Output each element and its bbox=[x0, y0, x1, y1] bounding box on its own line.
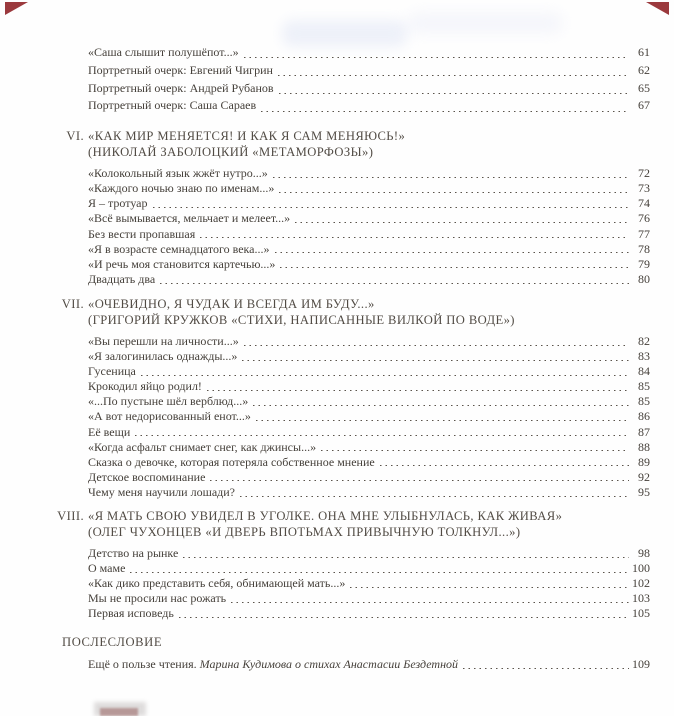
entry-title: Без вести пропавшая bbox=[88, 226, 196, 241]
toc-entry bbox=[88, 546, 650, 561]
dot-leader bbox=[253, 394, 629, 409]
entry-page-number: 86 bbox=[638, 409, 650, 424]
dot-leader bbox=[278, 62, 629, 80]
toc-entry bbox=[88, 272, 650, 287]
section-title: «ОЧЕВИДНО, Я ЧУДАК И ВСЕГДА ИМ БУДУ...» bbox=[88, 296, 375, 311]
table-of-contents bbox=[57, 44, 650, 673]
red-cover-corner-top-left bbox=[5, 2, 28, 15]
dot-leader bbox=[350, 576, 629, 591]
toc-entry bbox=[88, 364, 650, 379]
entry-page-number: 95 bbox=[638, 484, 650, 499]
dot-leader bbox=[160, 272, 629, 287]
dot-leader bbox=[183, 546, 629, 561]
toc-entry bbox=[88, 181, 650, 196]
toc-entry bbox=[88, 606, 650, 621]
entry-title: Ещё о пользе чтения. Марина Кудимова о стихах Анастасии Бездетной bbox=[88, 657, 459, 672]
dot-leader bbox=[231, 591, 629, 606]
toc-entry bbox=[88, 379, 650, 394]
section-subtitle: (НИКОЛАЙ ЗАБОЛОЦКИЙ «МЕТАМОРФОЗЫ») bbox=[88, 145, 374, 160]
dot-leader bbox=[240, 485, 629, 500]
entry-title: Портретный очерк: Евгений Чигрин bbox=[88, 62, 273, 77]
toc-section-viii bbox=[57, 508, 650, 621]
page-bleed-through-ghost bbox=[408, 12, 563, 34]
section-subtitle: (ГРИГОРИЙ КРУЖКОВ «СТИХИ, НАПИСАННЫЕ ВИЛКОЙ ПО ВОДЕ») bbox=[88, 312, 515, 327]
entry-title: Портретный очерк: Андрей Рубанов bbox=[88, 80, 274, 95]
section-heading bbox=[57, 508, 650, 540]
entry-page-number: 77 bbox=[638, 226, 650, 241]
entry-title: «Саша слышит полушёпот...» bbox=[88, 45, 239, 59]
dot-leader bbox=[200, 227, 629, 242]
entry-page-number: 85 bbox=[638, 379, 650, 394]
entry-page-number: 98 bbox=[638, 545, 650, 560]
afterword-heading: ПОСЛЕСЛОВИЕ bbox=[62, 635, 163, 650]
dot-leader bbox=[275, 242, 629, 257]
dot-leader bbox=[244, 44, 629, 62]
red-cover-corner-top-right bbox=[646, 2, 669, 15]
section-subtitle: (ОЛЕГ ЧУХОНЦЕВ «И ДВЕРЬ ВПОТЬМАХ ПРИВЫЧНУЮ ТОЛКНУЛ...») bbox=[88, 524, 521, 539]
entry-title: Детское воспоминание bbox=[88, 469, 206, 484]
toc-entry bbox=[88, 62, 650, 80]
toc-entry bbox=[88, 425, 650, 440]
toc-entry bbox=[88, 576, 650, 591]
section-entries bbox=[88, 166, 650, 287]
entry-title: «Я залогинилась однажды...» bbox=[88, 349, 238, 364]
section-numeral: VII. bbox=[61, 296, 84, 311]
entry-title: Крокодил яйцо родил! bbox=[88, 379, 202, 394]
dot-leader bbox=[261, 97, 629, 115]
entry-title: «Вы перешли на личности...» bbox=[88, 333, 239, 348]
dot-leader bbox=[463, 657, 629, 672]
toc-entry bbox=[88, 227, 650, 242]
dot-leader bbox=[244, 334, 629, 349]
entry-page-number: 85 bbox=[638, 394, 650, 409]
entry-page-number: 83 bbox=[638, 349, 650, 364]
entry-page-number: 105 bbox=[632, 606, 650, 621]
toc-entry bbox=[88, 470, 650, 485]
entry-page-number: 92 bbox=[638, 469, 650, 484]
entry-title: Детство на рынке bbox=[88, 545, 179, 560]
page-bleed-through-ghost bbox=[282, 20, 407, 47]
toc-entry bbox=[88, 44, 650, 62]
dot-leader bbox=[207, 379, 629, 394]
entry-page-number: 100 bbox=[632, 561, 650, 576]
toc-entry bbox=[88, 409, 650, 424]
entry-title: Сказка о девочке, которая потеряла собственное мнение bbox=[88, 454, 375, 469]
entry-title: Мы не просили нас рожать bbox=[88, 591, 227, 606]
entry-page-number: 61 bbox=[638, 45, 650, 59]
entry-title: Гусеница bbox=[88, 364, 136, 379]
dot-leader bbox=[135, 425, 629, 440]
entry-title: О маме bbox=[88, 561, 126, 576]
dot-leader bbox=[279, 80, 629, 98]
toc-section-vii bbox=[61, 296, 650, 500]
entry-title: Двадцать два bbox=[88, 271, 156, 286]
dot-leader bbox=[242, 349, 629, 364]
toc-entry bbox=[88, 455, 650, 470]
entry-page-number: 87 bbox=[638, 424, 650, 439]
entry-title: Портретный очерк: Саша Сараев bbox=[88, 98, 257, 113]
entry-page-number: 73 bbox=[638, 181, 650, 196]
dot-leader bbox=[273, 166, 629, 181]
toc-section-vi bbox=[66, 128, 650, 287]
entry-title: «Колокольный язык жжёт нутро...» bbox=[88, 166, 268, 181]
section-numeral: VI. bbox=[66, 129, 84, 144]
entry-page-number: 78 bbox=[638, 241, 650, 256]
dot-leader bbox=[279, 181, 629, 196]
entry-page-number: 88 bbox=[638, 439, 650, 454]
dot-leader bbox=[141, 364, 629, 379]
toc-entry bbox=[88, 242, 650, 257]
toc-entry bbox=[88, 440, 650, 455]
section-heading bbox=[66, 128, 650, 160]
leading-entries bbox=[88, 44, 650, 115]
entry-page-number: 74 bbox=[638, 196, 650, 211]
dot-leader bbox=[280, 257, 629, 272]
entry-page-number: 62 bbox=[638, 62, 650, 77]
entry-title: «...По пустыне шёл верблюд...» bbox=[88, 394, 249, 409]
photo-smudge-red bbox=[100, 708, 138, 716]
section-entries bbox=[88, 546, 650, 621]
entry-title: «Я в возрасте семнадцатого века...» bbox=[88, 241, 270, 256]
entry-page-number: 103 bbox=[632, 591, 650, 606]
entry-title: «А вот недорисованный енот...» bbox=[88, 409, 251, 424]
toc-entry bbox=[88, 561, 650, 576]
entry-page-number: 89 bbox=[638, 454, 650, 469]
toc-entry bbox=[88, 211, 650, 226]
toc-entry bbox=[88, 485, 650, 500]
toc-entry bbox=[88, 166, 650, 181]
toc-entry bbox=[88, 657, 650, 672]
entry-title: Чему меня научили лошади? bbox=[88, 484, 235, 499]
entry-page-number: 80 bbox=[638, 271, 650, 286]
toc-entry bbox=[88, 591, 650, 606]
section-heading bbox=[61, 296, 650, 328]
dot-leader bbox=[295, 211, 629, 226]
dot-leader bbox=[256, 409, 629, 424]
entry-page-number: 79 bbox=[638, 256, 650, 271]
toc-entry bbox=[88, 394, 650, 409]
entry-title: «Когда асфальт снимает снег, как джинсы...» bbox=[88, 439, 317, 454]
section-numeral: VIII. bbox=[57, 508, 84, 523]
toc-entry bbox=[88, 196, 650, 211]
entry-page-number: 109 bbox=[632, 657, 650, 672]
entry-page-number: 67 bbox=[638, 98, 650, 113]
dot-leader bbox=[153, 196, 630, 211]
section-entries bbox=[88, 334, 650, 500]
entry-title: Её вещи bbox=[88, 424, 131, 439]
dot-leader bbox=[210, 470, 629, 485]
entry-title: «Каждого ночью знаю по именам...» bbox=[88, 181, 275, 196]
dot-leader bbox=[130, 561, 629, 576]
entry-page-number: 84 bbox=[638, 364, 650, 379]
photo-smudge bbox=[94, 702, 146, 716]
entry-title: Первая исповедь bbox=[88, 606, 174, 621]
entry-page-number: 102 bbox=[632, 576, 650, 591]
afterword-italic-credit: Марина Кудимова о стихах Анастасии Бездетной bbox=[199, 657, 459, 672]
toc-entry bbox=[88, 349, 650, 364]
entry-title: «Всё вымывается, мельчает и мелеет...» bbox=[88, 211, 291, 226]
entry-page-number: 72 bbox=[638, 166, 650, 181]
entry-page-number: 65 bbox=[638, 80, 650, 95]
entry-title: Я – тротуар bbox=[88, 196, 148, 211]
dot-leader bbox=[179, 606, 629, 621]
entry-title: «И речь моя становится картечью...» bbox=[88, 256, 276, 271]
dot-leader bbox=[380, 455, 629, 470]
toc-entry bbox=[88, 257, 650, 272]
toc-entry bbox=[88, 80, 650, 98]
entry-page-number: 76 bbox=[638, 211, 650, 226]
dot-leader bbox=[321, 440, 629, 455]
entry-title: «Как дико представить себя, обнимающей мать...» bbox=[88, 576, 346, 591]
toc-entry bbox=[88, 97, 650, 115]
toc-entry bbox=[88, 334, 650, 349]
section-title: «Я МАТЬ СВОЮ УВИДЕЛ В УГОЛКЕ. ОНА МНЕ УЛЫБНУЛАСЬ, КАК ЖИВАЯ» bbox=[88, 508, 563, 523]
entry-page-number: 82 bbox=[638, 333, 650, 348]
section-title: «КАК МИР МЕНЯЕТСЯ! И КАК Я САМ МЕНЯЮСЬ!» bbox=[88, 129, 406, 144]
afterword-section bbox=[62, 634, 650, 672]
